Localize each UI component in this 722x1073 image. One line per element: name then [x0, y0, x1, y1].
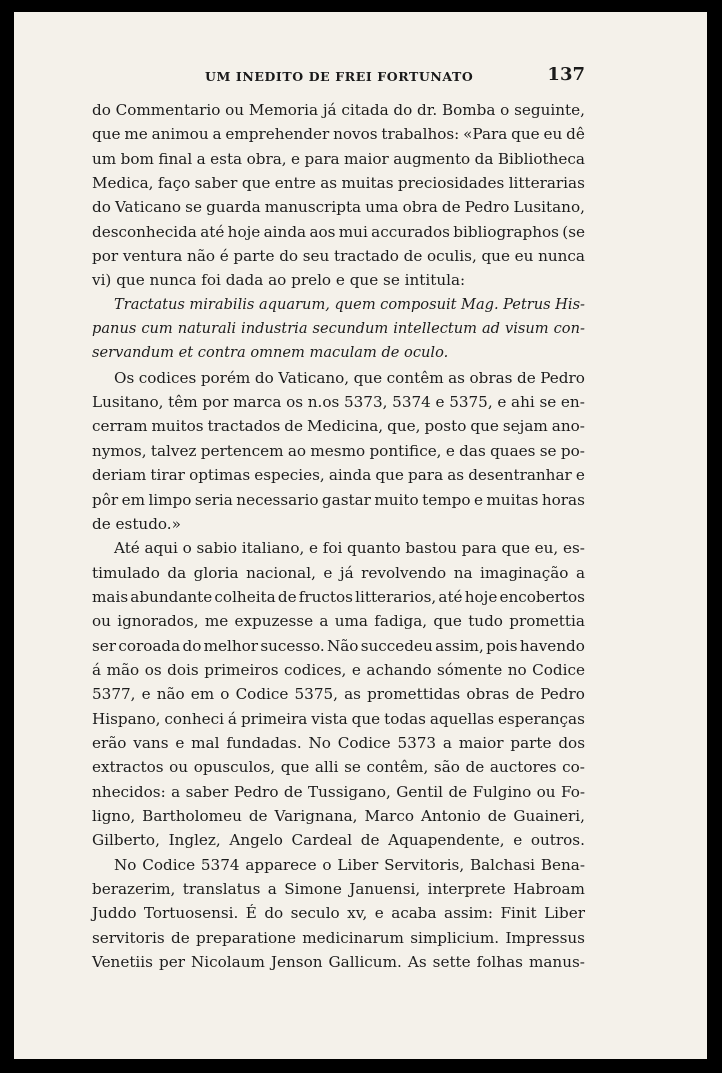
- text-line: mais abundante colheita de fructos litterarios, até hoje encobertos: [92, 587, 585, 606]
- text-line: panus cum naturali industria secundum intellectum ad visum con-: [92, 320, 585, 338]
- body-text: [92, 98, 585, 974]
- book-page: [14, 12, 707, 1059]
- text-line: desconhecida até hoje ainda aos mui accurados bibliographos (se: [92, 222, 585, 241]
- text-line: um bom final a esta obra, e para maior augmento da Bibliotheca: [92, 149, 585, 168]
- text-line: de estudo.»: [92, 514, 181, 533]
- text-line: do Vaticano se guarda manuscripta uma obra de Pedro Lusitano,: [92, 198, 585, 217]
- text-line: deriam tirar optimas especies, ainda que para as desentranhar e: [92, 466, 585, 485]
- text-line: ser coroada do melhor sucesso. Não succedeu assim, pois havendo: [92, 636, 585, 655]
- text-line: á mão os dois primeiros codices, e achando sómente no Codice: [92, 660, 585, 679]
- text-line: que me animou a emprehender novos trabalhos: «Para que eu dê: [92, 125, 585, 144]
- text-line: berazerim, translatus a Simone Januensi, interprete Habroam: [92, 880, 585, 898]
- page-number: 137: [547, 64, 585, 85]
- text-line: Hispano, conheci á primeira vista que todas aquellas esperanças: [92, 709, 585, 728]
- text-line: ou ignorados, me expuzesse a uma fadiga, que tudo promettia: [92, 612, 585, 631]
- text-line: servitoris de preparatione medicinarum simplicium. Impressus: [92, 928, 585, 947]
- running-title: UM INEDITO DE FREI FORTUNATO: [205, 69, 474, 84]
- text-line: Até aqui o sabio italiano, e foi quanto bastou para que eu, es-: [114, 539, 585, 558]
- text-line: nhecidos: a saber Pedro de Tussigano, Gentil de Fulgino ou Fo-: [92, 782, 585, 801]
- text-line: erão vans e mal fundadas. No Codice 5373 a maior parte dos: [92, 733, 585, 752]
- text-line: Juddo Tortuosensi. É do seculo xv, e acaba assim: Finit Liber: [92, 904, 585, 923]
- text-line: pôr em limpo seria necessario gastar muito tempo e muitas horas: [92, 490, 585, 509]
- text-line: por ventura não é parte do seu tractado de oculis, que eu nunca: [92, 247, 585, 266]
- text-line: servandum et contra omnem maculam de oculo.: [92, 344, 449, 362]
- page-header: [92, 64, 585, 88]
- text-line: ligno, Bartholomeu de Varignana, Marco Antonio de Guaineri,: [92, 806, 585, 825]
- text-line: Lusitano, têm por marca os n.os 5373, 5374 e 5375, e ahi se en-: [92, 393, 585, 412]
- text-line: vi) que nunca foi dada ao prelo e que se intitula:: [92, 271, 466, 290]
- text-line: cerram muitos tractados de Medicina, que, posto que sejam ano-: [92, 417, 585, 436]
- text-line: No Codice 5374 apparece o Liber Servitoris, Balchasi Bena-: [114, 855, 585, 874]
- text-line: extractos ou opusculos, que alli se contêm, são de auctores co-: [92, 758, 585, 777]
- text-line: nymos, talvez pertencem ao mesmo pontifice, e das quaes se po-: [92, 441, 585, 460]
- text-line: Venetiis per Nicolaum Jenson Gallicum. As sette folhas manus-: [92, 953, 585, 972]
- text-line: Tractatus mirabilis aquarum, quem composuit Mag. Petrus His-: [114, 295, 585, 313]
- text-line: timulado da gloria nacional, e já revolvendo na imaginação a: [92, 563, 585, 582]
- text-line: 5377, e não em o Codice 5375, as promettidas obras de Pedro: [92, 685, 585, 704]
- text-line: Medica, faço saber que entre as muitas preciosidades litterarias: [92, 174, 585, 193]
- text-line: Gilberto, Inglez, Angelo Cardeal de Aquapendente, e outros.: [92, 831, 585, 850]
- text-line: Os codices porém do Vaticano, que contêm as obras de Pedro: [114, 368, 585, 387]
- text-line: do Commentario ou Memoria já citada do dr. Bomba o seguinte,: [92, 101, 585, 119]
